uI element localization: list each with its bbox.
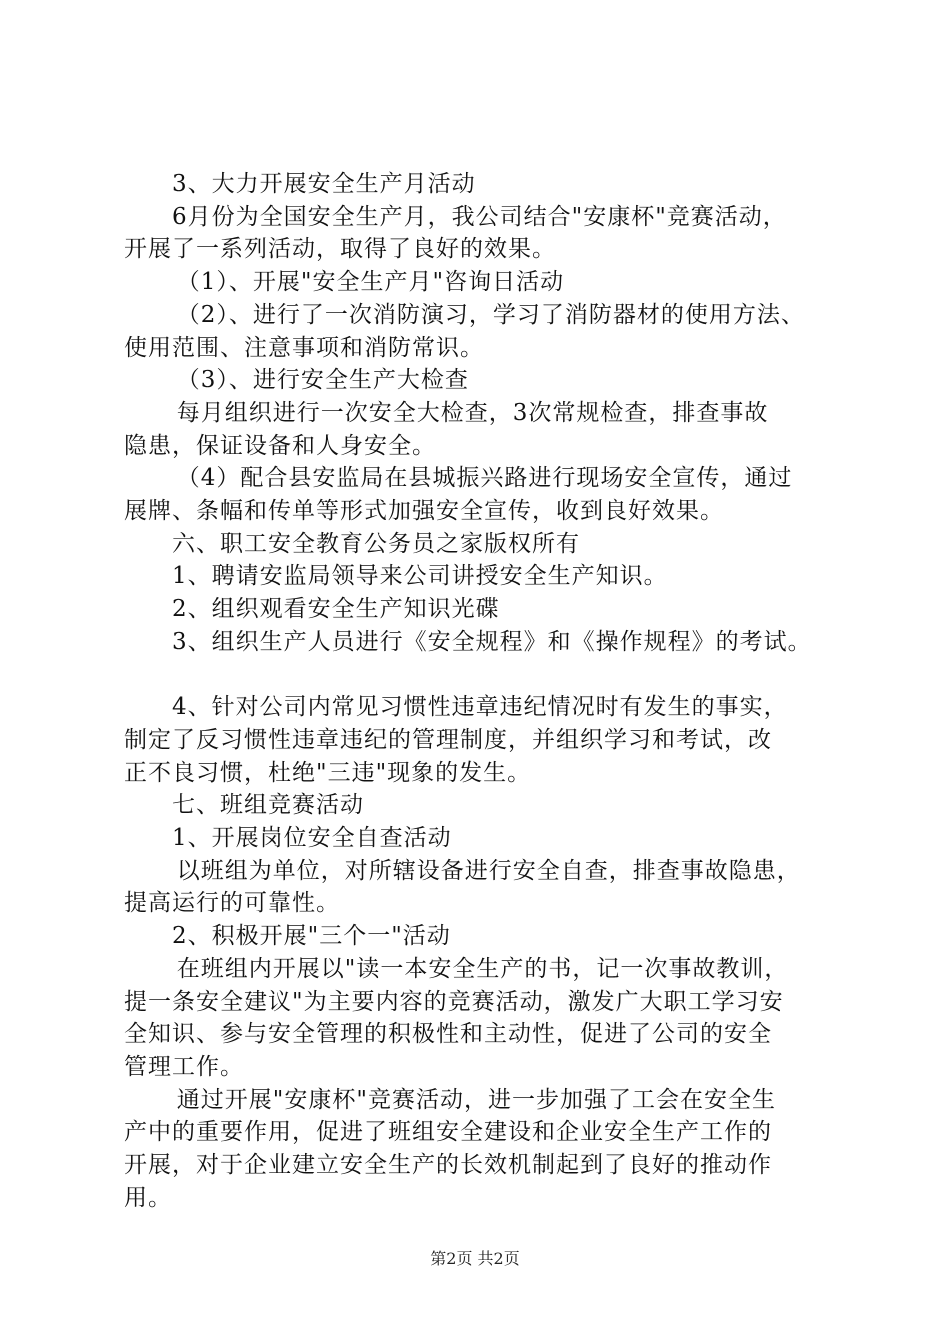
text-line: 七、班组竞赛活动 xyxy=(172,792,364,819)
text-line: （4）配合县安监局在县城振兴路进行现场安全宣传，通过 xyxy=(176,465,793,492)
text-line: 提高运行的可靠性。 xyxy=(124,890,340,917)
text-line: 产中的重要作用，促进了班组安全建设和企业安全生产工作的 xyxy=(124,1119,772,1146)
text-line: 展牌、条幅和传单等形式加强安全宣传，收到良好效果。 xyxy=(124,498,724,525)
text-line: 开展了一系列活动，取得了良好的效果。 xyxy=(124,236,556,263)
text-line: 制定了反习惯性违章违纪的管理制度，并组织学习和考试，改 xyxy=(124,726,772,753)
text-line: 2、组织观看安全生产知识光碟 xyxy=(172,596,500,623)
text-line: 以班组为单位，对所辖设备进行安全自查，排查事故隐患， xyxy=(176,857,801,884)
text-line: 隐患，保证设备和人身安全。 xyxy=(124,432,436,459)
text-line: 六、职工安全教育公务员之家版权所有 xyxy=(172,530,580,557)
blank-line xyxy=(124,659,854,692)
text-line: 3、大力开展安全生产月活动 xyxy=(172,171,476,197)
text-line: 开展，对于企业建立安全生产的长效机制起到了良好的推动作 xyxy=(124,1152,772,1179)
text-line: 每月组织进行一次安全大检查，3次常规检查，排查事故 xyxy=(176,399,769,426)
text-line: 1、聘请安监局领导来公司讲授安全生产知识。 xyxy=(172,563,668,590)
text-line: 2、积极开展"三个一"活动 xyxy=(172,923,451,950)
text-line: 全知识、参与安全管理的积极性和主动性，促进了公司的安全 xyxy=(124,1021,772,1048)
text-line: （3）、进行安全生产大检查 xyxy=(176,367,469,394)
page-footer: 第2页 共2页 xyxy=(430,1249,520,1268)
text-line: 使用范围、注意事项和消防常识。 xyxy=(124,334,484,361)
text-line: （1）、开展"安全生产月"咨询日活动 xyxy=(176,269,565,296)
text-line: （2）、进行了一次消防演习，学习了消防器材的使用方法、 xyxy=(176,301,805,328)
text-line: 正不良习惯，杜绝"三违"现象的发生。 xyxy=(124,759,532,786)
text-line: 管理工作。 xyxy=(124,1053,244,1080)
text-line: 在班组内开展以"读一本安全生产的书，记一次事故教训， xyxy=(176,955,789,982)
text-line: 提一条安全建议"为主要内容的竞赛活动，激发广大职工学习安 xyxy=(124,988,784,1015)
text-line: 4、针对公司内常见习惯性违章违纪情况时有发生的事实， xyxy=(172,694,788,721)
text-line: 用。 xyxy=(124,1184,172,1211)
text-line: 6月份为全国安全生产月，我公司结合"安康杯"竞赛活动， xyxy=(172,203,787,230)
text-line: 3、组织生产人员进行《安全规程》和《操作规程》的考试。 xyxy=(172,628,812,655)
text-line: 通过开展"安康杯"竞赛活动，进一步加强了工会在安全生 xyxy=(176,1086,776,1113)
text-line: 1、开展岗位安全自查活动 xyxy=(172,825,452,852)
document-body xyxy=(124,168,854,1214)
